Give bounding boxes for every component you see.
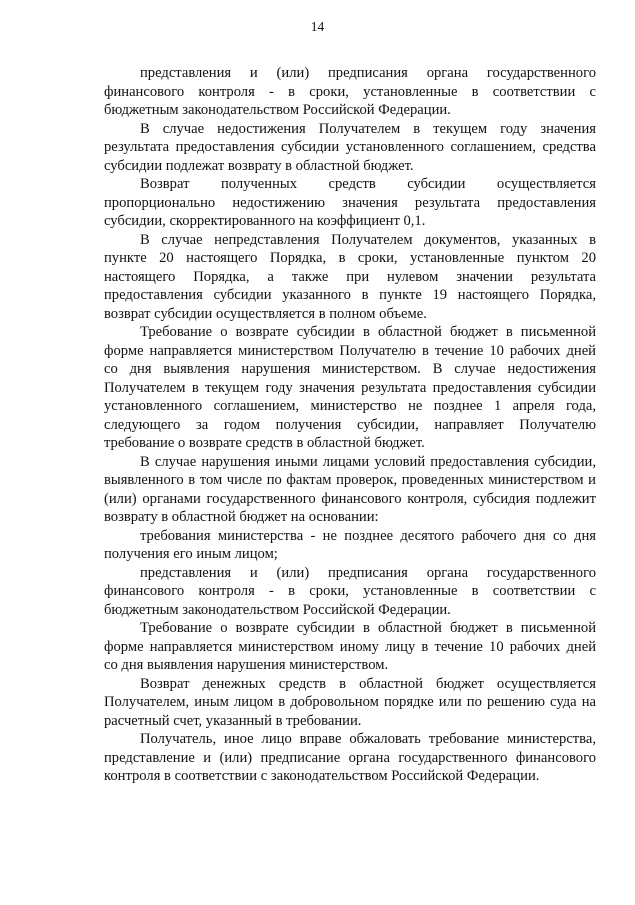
text-line: Получатель, иное лицо вправе обжаловать требование министерства, [140, 731, 596, 747]
text-line: Получателем, иным лицом в добровольном порядке или по решению суда на [104, 694, 596, 710]
text-line: бюджетным законодательством Российской Федерации. [104, 102, 451, 118]
text-line: установленного соглашением, министерство не позднее 1 апреля года, [104, 398, 596, 414]
page-number: 14 [310, 19, 325, 34]
text-line: представление и (или) предписание органа государственного финансового [104, 749, 596, 766]
text-line: пункте 20 настоящего Порядка, в сроки, установленные пунктом 20 [104, 250, 596, 266]
text-line: требование о возврате средств в областной бюджет. [104, 435, 425, 451]
text-line: настоящего Порядка, а также при нулевом значении результата [104, 268, 596, 285]
text-line: возврату в областной бюджет на основании: [104, 509, 379, 525]
text-line: В случае непредставления Получателем документов, указанных в [140, 231, 596, 248]
text-line: контроля в соответствии с законодательством Российской Федерации. [104, 768, 540, 784]
text-line: (или) органами государственного финансового контроля, субсидия подлежит [104, 490, 596, 507]
document-body [104, 64, 596, 786]
text-line: со дня выявления нарушения министерством. В случае недостижения [104, 361, 596, 377]
text-line: Требование о возврате субсидии в областной бюджет в письменной [140, 324, 596, 340]
text-line: Возврат полученных средств субсидии осуществляется [140, 176, 596, 192]
text-line: выявленного в том числе по фактам проверок, проведенных министерством и [104, 472, 596, 488]
text-line: финансового контроля - в сроки, установленные в соответствии с [104, 83, 596, 100]
text-line: расчетный счет, указанный в требовании. [104, 712, 362, 729]
text-line: субсидии подлежат возврату в областной бюджет. [104, 157, 414, 174]
text-line: пропорционально недостижению значения результата предоставления [104, 194, 596, 211]
text-line: возврат субсидии осуществляется в полном объеме. [104, 305, 427, 322]
text-line: Возврат денежных средств в областной бюджет осуществляется [140, 675, 596, 692]
text-line: форме направляется министерством иному лицу в течение 10 рабочих дней [104, 638, 596, 655]
text-line: со дня выявления нарушения министерством. [104, 657, 389, 673]
text-line: предоставления субсидии указанного в пункте 19 настоящего Порядка, [104, 287, 596, 303]
text-line: бюджетным законодательством Российской Федерации. [104, 601, 451, 618]
text-line: результата предоставления субсидии установленного соглашением, средства [104, 139, 596, 155]
text-line: В случае недостижения Получателем в текущем году значения [140, 120, 596, 137]
text-line: представления и (или) предписания органа государственного [140, 65, 596, 81]
text-line: финансового контроля - в сроки, установленные в соответствии с [104, 583, 596, 599]
text-line: субсидии, скорректированного на коэффициент 0,1. [104, 213, 426, 229]
text-line: следующего за годом получения субсидии, направляет Получателю [104, 416, 596, 433]
text-line: требования министерства - не позднее десятого рабочего дня со дня [140, 527, 596, 544]
text-line: представления и (или) предписания органа государственного [140, 564, 596, 581]
text-line: Получателем в текущем году значения результата предоставления субсидии [104, 379, 596, 396]
text-line: получения его иным лицом; [104, 546, 278, 562]
text-line: Требование о возврате субсидии в областной бюджет в письменной [140, 620, 596, 636]
text-line: В случае нарушения иными лицами условий предоставления субсидии, [140, 453, 596, 470]
text-line: форме направляется министерством Получателю в течение 10 рабочих дней [104, 342, 596, 359]
